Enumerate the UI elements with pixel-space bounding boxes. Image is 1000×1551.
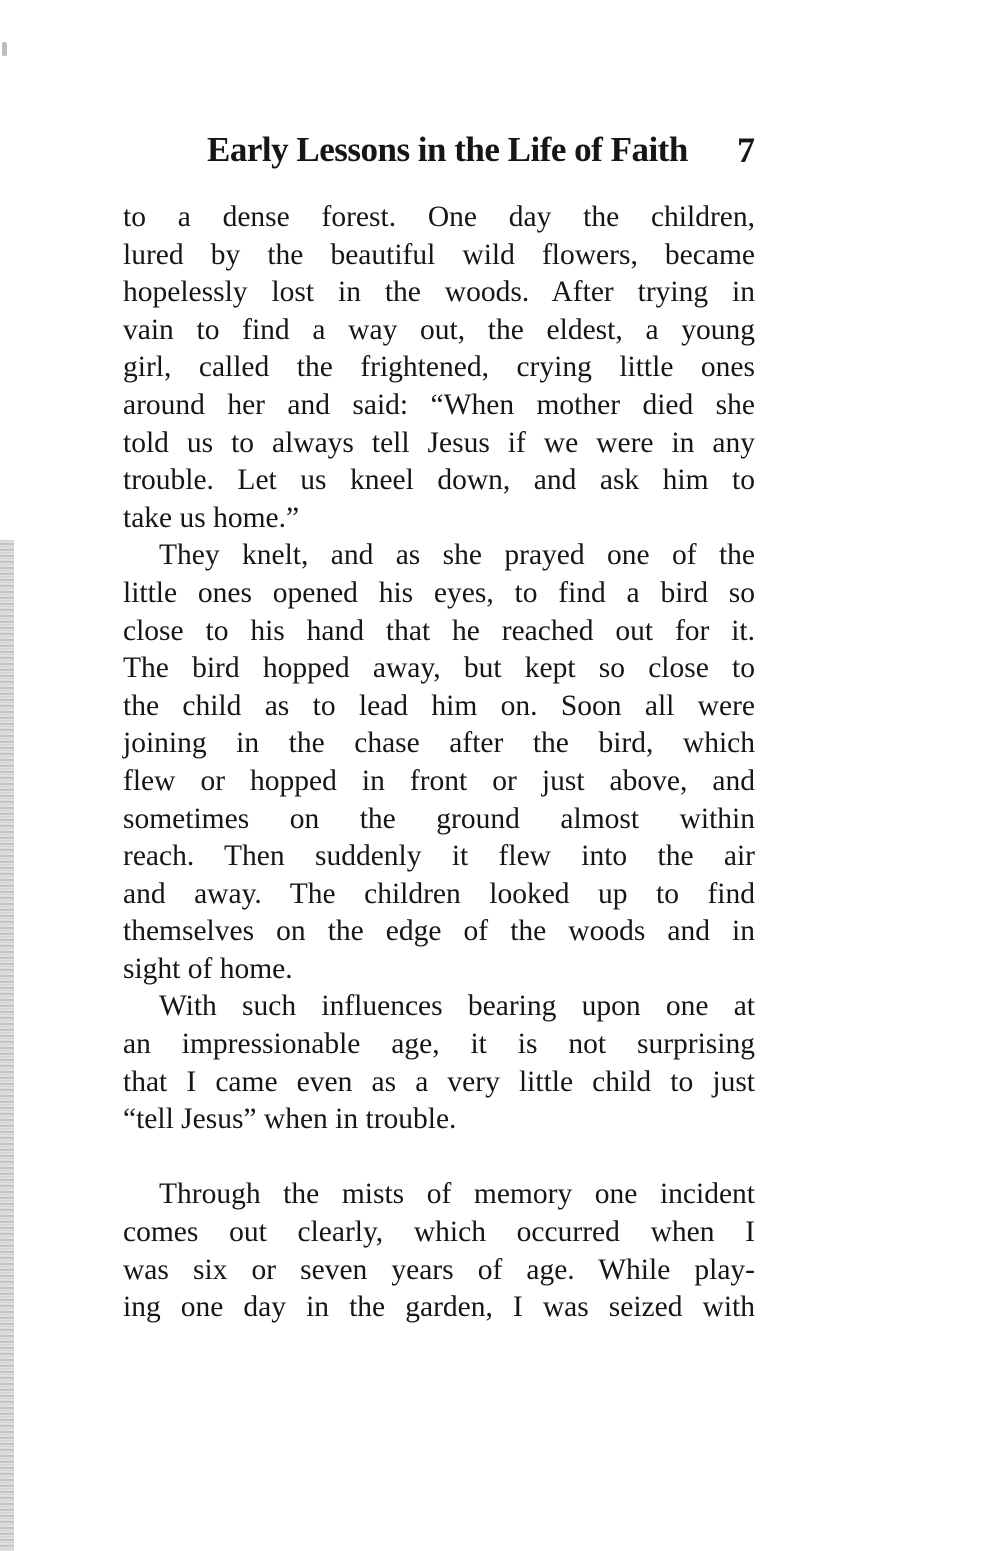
text-line: joining in the chase after the bird, which [123,727,755,760]
text-line: told us to always tell Jesus if we were in any [123,426,755,459]
text-line: close to his hand that he reached out for it. [123,614,755,647]
body-text [123,199,755,1327]
text-line: that I came even as a very little child to just [123,1065,755,1098]
text-line: “tell Jesus” when in trouble. [123,1103,457,1136]
text-line: was six or seven years of age. While play- [123,1253,755,1286]
scan-speck [2,42,7,56]
text-line: reach. Then suddenly it flew into the air [123,840,755,873]
text-line: comes out clearly, which occurred when I [123,1216,755,1249]
text-line: flew or hopped in front or just above, and [123,764,755,797]
text-line: around her and said: “When mother died she [123,388,755,421]
text-line: With such influences bearing upon one at [159,990,755,1023]
text-line: sometimes on the ground almost within [123,802,755,835]
text-line: to a dense forest. One day the children, [123,201,755,233]
text-line: hopelessly lost in the woods. After trying in [123,276,755,309]
text-line: girl, called the frightened, crying little ones [123,351,755,384]
text-line: Through the mists of memory one incident [159,1178,755,1211]
text-line: little ones opened his eyes, to find a bird so [123,576,755,609]
text-line: take us home.” [123,501,300,534]
text-line: vain to find a way out, the eldest, a young [123,313,755,346]
text-line: the child as to lead him on. Soon all were [123,689,755,722]
text-line: ing one day in the garden, I was seized with [123,1291,755,1324]
text-line: an impressionable age, it is not surprising [123,1028,755,1061]
page-number: 7 [737,130,755,170]
text-line: and away. The children looked up to find [123,877,755,910]
text-line: lured by the beautiful wild flowers, became [123,238,755,271]
binding-edge-shadow [0,540,14,1551]
text-line: They knelt, and as she prayed one of the [159,539,755,572]
section-break [123,1139,755,1177]
text-line: The bird hopped away, but kept so close to [123,652,755,685]
text-line: themselves on the edge of the woods and in [123,915,755,948]
text-line: sight of home. [123,952,293,985]
text-line: trouble. Let us kneel down, and ask him to [123,464,755,497]
running-head [123,128,755,176]
running-head-title: Early Lessons in the Life of Faith [207,130,688,169]
